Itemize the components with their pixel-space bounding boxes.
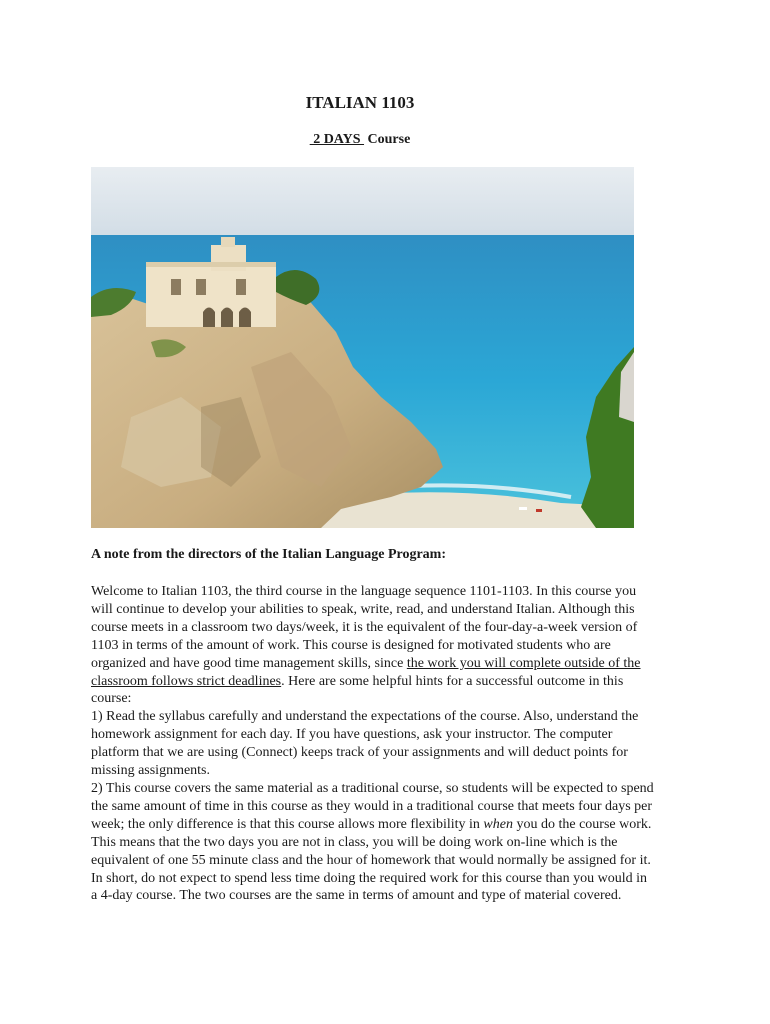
course-label: Course [364, 132, 411, 147]
cliff-monastery-illustration [91, 167, 634, 528]
intro-text-a: Welcome to Italian 1103, the third course in the language sequence 1101-1103. In this course you will continue to develop your abilities to speak, write, read, and understand Italian. Although this course meets in a classroom two days/week, it is the equivalent of the four-day-a-week version of 1103 in terms of the amount of work. This course is designed for motivated students who are organized and have good time management skills, since [91, 584, 638, 671]
intro-text-b: . Here are some helpful hints for a successful outcome in this course: [91, 673, 624, 707]
intro-paragraph [91, 583, 656, 708]
coastal-photo [91, 167, 634, 528]
hint-2-emphasis: when [483, 816, 513, 832]
hint-2-paragraph [91, 780, 656, 905]
note-body [91, 583, 656, 905]
intro-underlined-text: the work you will complete outside of the classroom follows strict deadlines [91, 655, 641, 689]
course-days-underlined: 2 DAYS [309, 132, 365, 147]
hint-2-text-b: you do the course work. This means that the two days you are not in class, you will be doing work on-line which is the equivalent of one 55 minute class and the hour of homework that would normally be assigned for it. In short, do not expect to spend less time doing the required work for this course than you would in a 4-day course. The two courses are the same in terms of amount and type of material covered. [91, 816, 652, 904]
hint-1-paragraph: 1) Read the syllabus carefully and understand the expectations of the course. Also, understand the homework assignment for each day. If you have questions, ask your instructor. The computer platform that we are using (Connect) keeps track of your assignments and will deduct points for missing assignments. [91, 709, 639, 779]
page-title: ITALIAN 1103 [305, 93, 415, 112]
hint-2-text-a: 2) This course covers the same material as a traditional course, so students will be expected to spend the same amount of time in this course as they would in a traditional course that meets four days per week; the only difference is that this course allows more flexibility in [91, 780, 654, 832]
course-subtitle [0, 132, 720, 148]
note-heading: A note from the directors of the Italian Language Program: [91, 547, 447, 562]
